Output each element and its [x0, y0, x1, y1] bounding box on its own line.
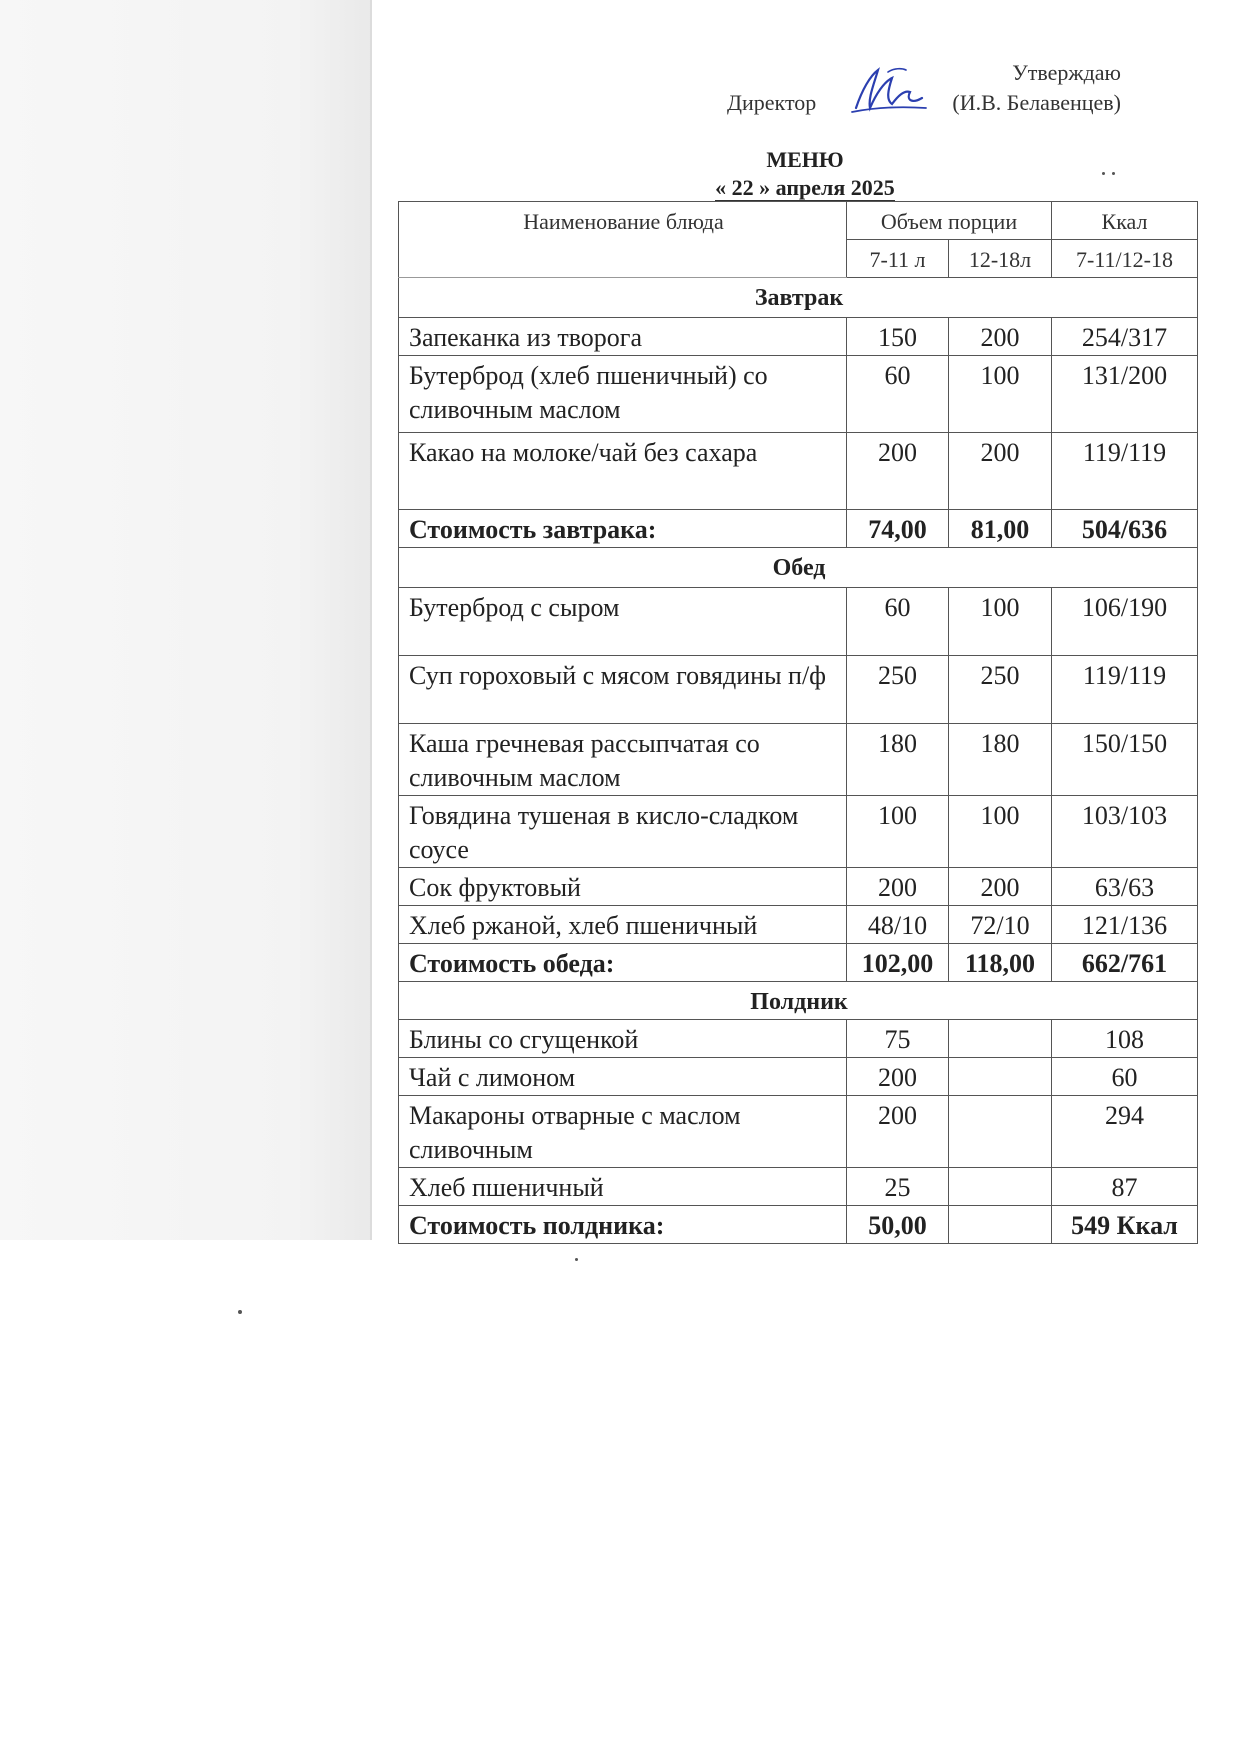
table-row — [399, 1020, 1198, 1058]
portion-7-11: 200 — [847, 433, 949, 510]
portion-12-18 — [949, 1096, 1052, 1168]
portion-7-11: 75 — [847, 1020, 949, 1058]
portion-7-11: 48/10 — [847, 906, 949, 944]
total-cost-12-18: 118,00 — [949, 944, 1052, 982]
dish-name: Чай с лимоном — [399, 1058, 847, 1096]
kcal-value: 106/190 — [1052, 588, 1198, 656]
table-row — [399, 588, 1198, 656]
table-row — [399, 318, 1198, 356]
table-row — [399, 356, 1198, 433]
dish-name: Запеканка из творога — [399, 318, 847, 356]
total-cost-12-18 — [949, 1206, 1052, 1244]
director-role: Директор — [727, 90, 817, 115]
table-row — [399, 906, 1198, 944]
scan-speck — [238, 1310, 242, 1314]
total-row-snack — [399, 1206, 1198, 1244]
menu-title: МЕНЮ — [766, 147, 844, 172]
signature-icon — [848, 64, 928, 120]
kcal-value: 119/119 — [1052, 433, 1198, 510]
portion-7-11: 200 — [847, 1096, 949, 1168]
portion-12-18: 100 — [949, 588, 1052, 656]
portion-7-11: 180 — [847, 724, 949, 796]
scan-speck — [575, 1258, 578, 1261]
portion-7-11: 250 — [847, 656, 949, 724]
portion-7-11: 100 — [847, 796, 949, 868]
total-cost-7-11: 74,00 — [847, 510, 949, 548]
total-label: Стоимость завтрака: — [399, 510, 847, 548]
dish-name: Сок фруктовый — [399, 868, 847, 906]
portion-7-11: 60 — [847, 588, 949, 656]
table-row — [399, 868, 1198, 906]
scan-speck — [1112, 172, 1115, 175]
total-cost-7-11: 50,00 — [847, 1206, 949, 1244]
section-row-breakfast — [399, 278, 1198, 318]
portion-12-18: 72/10 — [949, 906, 1052, 944]
portion-7-11: 150 — [847, 318, 949, 356]
portion-12-18: 200 — [949, 433, 1052, 510]
portion-12-18 — [949, 1168, 1052, 1206]
header-kcal: Ккал — [1052, 202, 1198, 240]
total-kcal: 504/636 — [1052, 510, 1198, 548]
kcal-value: 103/103 — [1052, 796, 1198, 868]
menu-date: « 22 » апреля 2025 — [715, 175, 895, 200]
total-cost-7-11: 102,00 — [847, 944, 949, 982]
scan-speck — [1102, 172, 1105, 175]
director-name: (И.В. Белавенцев) — [952, 90, 1121, 115]
scan-shadow — [0, 0, 372, 1240]
dish-name: Хлеб ржаной, хлеб пшеничный — [399, 906, 847, 944]
table-row — [399, 796, 1198, 868]
portion-12-18: 250 — [949, 656, 1052, 724]
total-row-breakfast — [399, 510, 1198, 548]
portion-12-18: 180 — [949, 724, 1052, 796]
dish-name: Бутерброд с сыром — [399, 588, 847, 656]
kcal-value: 119/119 — [1052, 656, 1198, 724]
kcal-value: 294 — [1052, 1096, 1198, 1168]
table-row — [399, 1058, 1198, 1096]
portion-7-11: 200 — [847, 868, 949, 906]
portion-12-18 — [949, 1020, 1052, 1058]
table-row — [399, 1168, 1198, 1206]
total-label: Стоимость обеда: — [399, 944, 847, 982]
scan-edge — [370, 0, 372, 1240]
total-kcal: 549 Ккал — [1052, 1206, 1198, 1244]
dish-name: Бутерброд (хлеб пшеничный) со сливочным маслом — [399, 356, 847, 433]
approval-title: Утверждаю — [1012, 60, 1121, 85]
table-row — [399, 724, 1198, 796]
dish-name: Говядина тушеная в кисло-сладком соусе — [399, 796, 847, 868]
header-kcal-ages: 7-11/12-18 — [1052, 240, 1198, 278]
header-portion: Объем порции — [847, 202, 1052, 240]
kcal-value: 150/150 — [1052, 724, 1198, 796]
table-header-row — [399, 202, 1198, 240]
portion-7-11: 60 — [847, 356, 949, 433]
portion-12-18: 100 — [949, 356, 1052, 433]
table-row — [399, 656, 1198, 724]
kcal-value: 87 — [1052, 1168, 1198, 1206]
total-cost-12-18: 81,00 — [949, 510, 1052, 548]
section-title: Завтрак — [399, 278, 1198, 318]
portion-12-18 — [949, 1058, 1052, 1096]
kcal-value: 254/317 — [1052, 318, 1198, 356]
table-row — [399, 1096, 1198, 1168]
section-title: Обед — [399, 548, 1198, 588]
dish-name: Каша гречневая рассыпчатая со сливочным маслом — [399, 724, 847, 796]
section-row-snack — [399, 982, 1198, 1020]
total-row-lunch — [399, 944, 1198, 982]
section-title: Полдник — [399, 982, 1198, 1020]
total-label: Стоимость полдника: — [399, 1206, 847, 1244]
header-age-12-18: 12-18л — [949, 240, 1052, 278]
portion-12-18: 100 — [949, 796, 1052, 868]
dish-name: Какао на молоке/чай без сахара — [399, 433, 847, 510]
portion-7-11: 25 — [847, 1168, 949, 1206]
dish-name: Суп гороховый с мясом говядины п/ф — [399, 656, 847, 724]
kcal-value: 60 — [1052, 1058, 1198, 1096]
portion-7-11: 200 — [847, 1058, 949, 1096]
portion-12-18: 200 — [949, 868, 1052, 906]
header-age-7-11: 7-11 л — [847, 240, 949, 278]
portion-12-18: 200 — [949, 318, 1052, 356]
dish-name: Хлеб пшеничный — [399, 1168, 847, 1206]
section-row-lunch — [399, 548, 1198, 588]
kcal-value: 63/63 — [1052, 868, 1198, 906]
kcal-value: 131/200 — [1052, 356, 1198, 433]
header-dish-name: Наименование блюда — [399, 202, 847, 278]
kcal-value: 108 — [1052, 1020, 1198, 1058]
kcal-value: 121/136 — [1052, 906, 1198, 944]
total-kcal: 662/761 — [1052, 944, 1198, 982]
menu-table — [398, 201, 1198, 1244]
dish-name: Макароны отварные с маслом сливочным — [399, 1096, 847, 1168]
table-row — [399, 433, 1198, 510]
dish-name: Блины со сгущенкой — [399, 1020, 847, 1058]
